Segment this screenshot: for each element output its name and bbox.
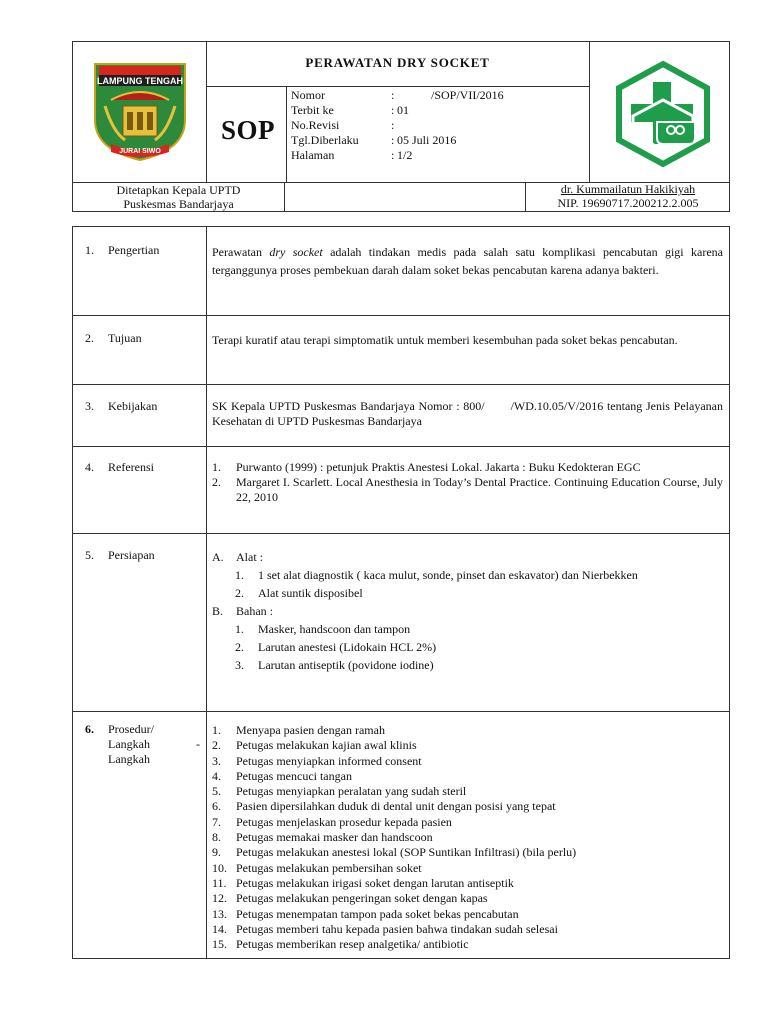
- list-item: 7. Petugas menjelaskan prosedur kepada pasien: [212, 814, 452, 829]
- sop-content-table: [72, 226, 730, 959]
- section-number: 5.: [85, 548, 94, 562]
- signer-right: [525, 182, 731, 210]
- signer-left: Ditetapkan Kepala UPTD Puskesmas Bandarjaya: [116, 183, 241, 211]
- section-label: Persiapan: [108, 548, 155, 562]
- section-text: SK Kepala UPTD Puskesmas Bandarjaya Nomor : 800/ /WD.10.05/V/2016 tentang Jenis Pelayanan Kesehatan di UPTD Puskesmas Bandarjaya: [212, 399, 726, 428]
- preparation-list: [212, 548, 723, 674]
- list-item: 2. Petugas melakukan kajian awal klinis: [212, 738, 417, 753]
- section-number: 1.: [85, 243, 94, 257]
- section-label: Referensi: [108, 460, 154, 474]
- list-item: 2. Alat suntik disposibel: [235, 586, 363, 600]
- svg-text:JURAI SIWO: JURAI SIWO: [119, 148, 161, 155]
- list-item: 4. Petugas mencuci tangan: [212, 768, 352, 783]
- list-item: 1. Masker, handscoon dan tampon: [235, 622, 411, 636]
- section-number: 4.: [85, 460, 94, 474]
- section-persiapan: [73, 533, 729, 711]
- list-item: 5. Petugas menyiapkan peralatan yang sudah steril: [212, 784, 467, 799]
- svg-text:LAMPUNG TENGAH: LAMPUNG TENGAH: [97, 76, 183, 86]
- list-item: 3. Larutan antiseptik (povidone iodine): [235, 658, 434, 672]
- list-item: 1. Purwanto (1999) : petunjuk Praktis Anestesi Lokal. Jakarta : Buku Kedokteran EGC: [212, 460, 641, 474]
- list-item: 3. Petugas menyiapkan informed consent: [212, 753, 422, 768]
- section-label: Tujuan: [108, 331, 142, 345]
- list-item: 12. Petugas melakukan pengeringan soket dengan kapas: [212, 891, 488, 906]
- section-referensi: [73, 446, 729, 533]
- list-item: 1. 1 set alat diagnostik ( kaca mulut, sonde, pinset dan eskavator) dan Nierbekken: [235, 568, 638, 582]
- procedure-steps: [212, 723, 723, 952]
- puskesmas-logo-icon: [613, 60, 713, 168]
- list-item: 11. Petugas melakukan irigasi soket dengan larutan antiseptik: [212, 875, 514, 890]
- signer-nip: NIP. 19690717.200212.2.005: [557, 196, 699, 210]
- list-item: 15. Petugas memberikan resep analgetika/ antibiotic: [212, 937, 469, 952]
- list-item: 8. Petugas memakai masker dan handscoon: [212, 830, 433, 845]
- document-title: PERAWATAN DRY SOCKET: [305, 55, 490, 70]
- list-item: 6. Pasien dipersilahkan duduk di dental unit dengan posisi yang tepat: [212, 799, 556, 814]
- meta-halaman: Halaman : 1/2: [291, 148, 413, 162]
- meta-no-revisi: No.Revisi :: [291, 118, 395, 132]
- list-item: 2. Larutan anestesi (Lidokain HCL 2%): [235, 640, 437, 654]
- list-item: 13. Petugas menempatan tampon pada soket bekas pencabutan: [212, 906, 519, 921]
- reference-list: [212, 460, 723, 505]
- list-item: 9. Petugas melakukan anestesi lokal (SOP Suntikan Infiltrasi) (bila perlu): [212, 845, 577, 860]
- list-item: 1. Menyapa pasien dengan ramah: [212, 723, 385, 737]
- section-text: Terapi kuratif atau terapi simptomatik untuk memberi kesembuhan pada soket bekas pencabutan.: [212, 333, 678, 347]
- list-item: 14. Petugas memberi tahu kepada pasien bahwa tindakan sudah selesai: [212, 921, 558, 936]
- section-label: Pengertian: [108, 243, 160, 257]
- section-tujuan: [73, 315, 729, 384]
- meta-terbit-ke: Terbit ke : 01: [291, 103, 409, 117]
- meta-tgl-diberlaku: Tgl.Diberlaku : 05 Juli 2016: [291, 133, 457, 147]
- sop-header: [72, 41, 730, 212]
- section-label: Kebijakan: [108, 399, 158, 413]
- section-number: 2.: [85, 331, 94, 345]
- list-item: 2. Margaret I. Scarlett. Local Anesthesia in Today’s Dental Practice. Continuing Education Course, July 22, 2010: [212, 475, 723, 504]
- meta-nomor: Nomor : /SOP/VII/2016: [291, 88, 504, 102]
- list-item: 10. Petugas melakukan pembersihan soket: [212, 860, 422, 875]
- section-label: Prosedur/ Langkah - Langkah: [108, 722, 200, 766]
- section-pengertian: [73, 227, 729, 315]
- header-divider: [206, 86, 589, 87]
- section-kebijakan: [73, 384, 729, 446]
- sop-label: SOP: [220, 115, 275, 145]
- section-number: 6.: [85, 722, 94, 736]
- lampung-tengah-emblem-icon: [91, 60, 189, 162]
- group-alat: A. Alat :: [212, 550, 263, 564]
- section-prosedur: [73, 711, 729, 958]
- signer-name: dr. Kummailatun Hakikiyah: [560, 182, 696, 196]
- section-text: Perawatan dry socket adalah tindakan medis pada salah satu komplikasi pencabutan gigi karena terganggunya proses pembekuan darah dalam soket bekas pencabutan karena adanya bakteri.: [212, 245, 723, 277]
- section-number: 3.: [85, 399, 94, 413]
- header-divider: [284, 182, 285, 212]
- group-bahan: B. Bahan :: [212, 604, 273, 618]
